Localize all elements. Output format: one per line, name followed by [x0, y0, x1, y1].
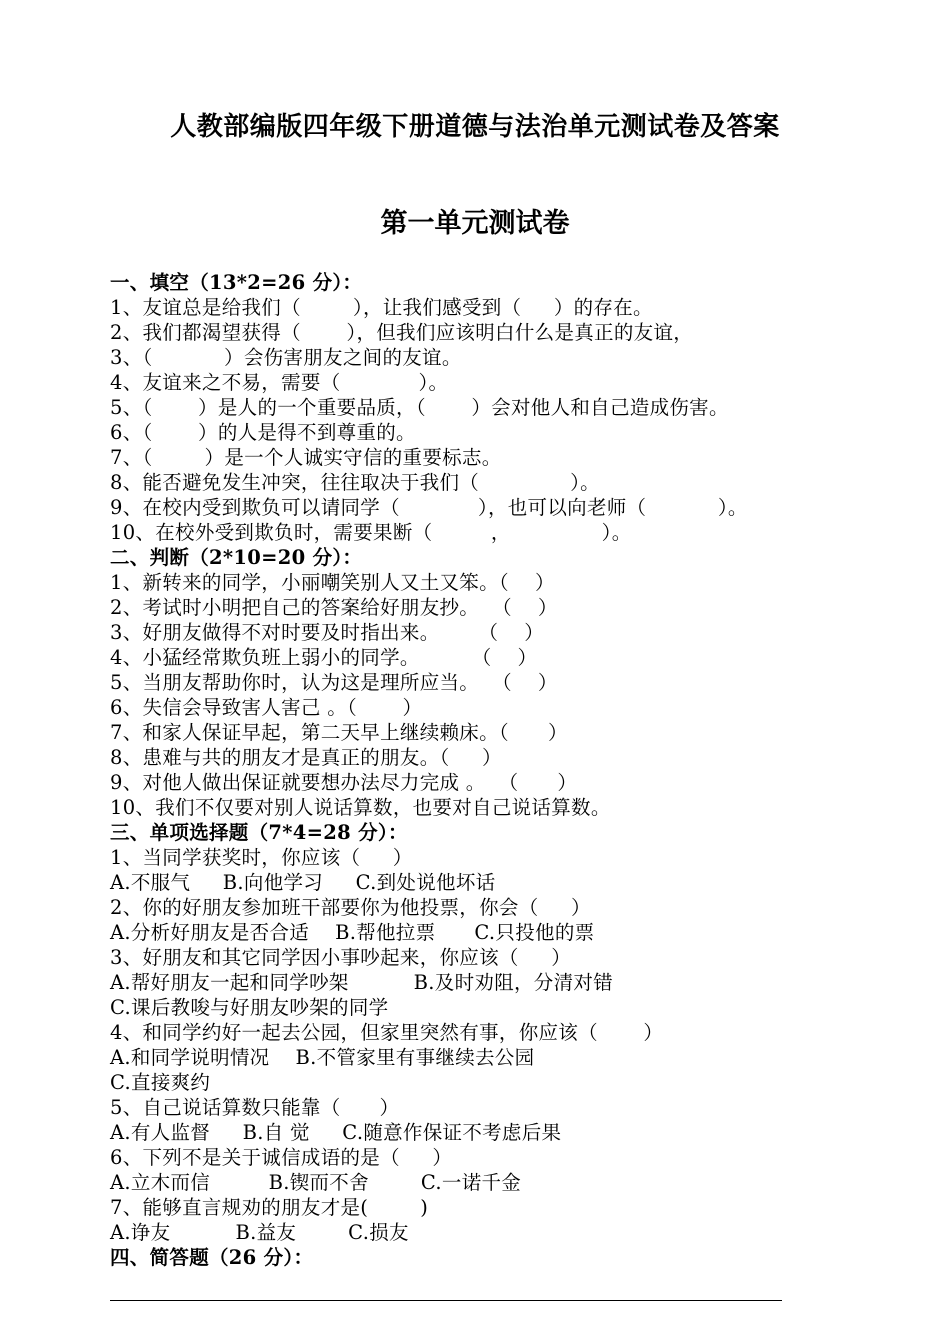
question-line: 10、我们不仅要对别人说话算数，也要对自己说话算数。: [110, 796, 611, 819]
question-line: A.有人监督 B.自 觉 C.随意作保证不考虑后果: [110, 1121, 562, 1144]
question-line: 4、和同学约好一起去公园，但家里突然有事，你应该（ ）: [110, 1021, 664, 1044]
question-line: 7、能够直言规劝的朋友才是( ): [110, 1196, 429, 1219]
question-line: A.不服气 B.向他学习 C.到处说他坏话: [110, 871, 496, 894]
question-line: 1、新转来的同学，小丽嘲笑别人又土又笨。（ ）: [110, 571, 555, 594]
unit-title: 第一单元测试卷: [380, 208, 570, 239]
question-line: A.和同学说明情况 B.不管家里有事继续去公园: [110, 1046, 535, 1069]
question-line: C.课后教唆与好朋友吵架的同学: [110, 996, 389, 1019]
document-title: 人教部编版四年级下册道德与法治单元测试卷及答案: [170, 112, 780, 142]
exam-body: [110, 270, 830, 1270]
question-line: 5、（ ）是人的一个重要品质，（ ）会对他人和自己造成伤害。: [110, 396, 729, 419]
question-line: 5、自己说话算数只能靠（ ）: [110, 1096, 400, 1119]
question-line: 3、好朋友和其它同学因小事吵起来，你应该（ ）: [110, 946, 571, 969]
question-line: 2、你的好朋友参加班干部要你为他投票，你会（ ）: [110, 896, 591, 919]
question-line: 7、和家人保证早起，第二天早上继续赖床。（ ）: [110, 721, 568, 744]
question-line: 1、当同学获奖时，你应该（ ）: [110, 846, 413, 869]
question-line: 6、下列不是关于诚信成语的是（ ）: [110, 1146, 453, 1169]
question-line: A.分析好朋友是否合适 B.帮他拉票 C.只投他的票: [110, 921, 595, 944]
question-line: 4、友谊来之不易，需要（ ）。: [110, 371, 449, 394]
question-line: 3、（ ）会伤害朋友之间的友谊。: [110, 346, 462, 369]
question-line: 9、在校内受到欺负可以请同学（ ），也可以向老师（ ）。: [110, 496, 748, 519]
question-line: 6、（ ）的人是得不到尊重的。: [110, 421, 416, 444]
question-line: 3、好朋友做得不对时要及时指出来。 （ ）: [110, 621, 545, 644]
question-line: A.帮好朋友一起和同学吵架 B.及时劝阻，分清对错: [110, 971, 613, 994]
section-heading: 四、简答题（26 分）：: [110, 1246, 314, 1269]
question-line: A.立木而信 B.锲而不舍 C.一诺千金: [110, 1171, 522, 1194]
question-line: 5、当朋友帮助你时，认为这是理所应当。 （ ）: [110, 671, 558, 694]
question-line: 2、我们都渴望获得（ ），但我们应该明白什么是真正的友谊，: [110, 321, 694, 344]
question-line: 8、能否避免发生冲突，往往取决于我们（ ）。: [110, 471, 600, 494]
question-line: 1、友谊总是给我们（ ），让我们感受到（ ）的存在。: [110, 296, 653, 319]
question-line: A.诤友 B.益友 C.损友: [110, 1221, 409, 1244]
question-line: 2、考试时小明把自己的答案给好朋友抄。 （ ）: [110, 596, 558, 619]
section-heading: 三、单项选择题（7*4=28 分）：: [110, 821, 408, 844]
section-heading: 一、填空（13*2=26 分）：: [110, 271, 363, 294]
question-line: 8、患难与共的朋友才是真正的朋友。（ ）: [110, 746, 502, 769]
question-line: 10、在校外受到欺负时，需要果断（ ， ）。: [110, 521, 632, 544]
question-line: 9、对他人做出保证就要想办法尽力完成 。 （ ）: [110, 771, 578, 794]
question-line: 6、失信会导致害人害己 。（ ）: [110, 696, 423, 719]
question-line: 7、（ ）是一个人诚实守信的重要标志。: [110, 446, 502, 469]
answer-line: [110, 1300, 782, 1301]
question-line: C.直接爽约: [110, 1071, 211, 1094]
section-heading: 二、判断（2*10=20 分）：: [110, 546, 363, 569]
question-line: 4、小猛经常欺负班上弱小的同学。 （ ）: [110, 646, 538, 669]
